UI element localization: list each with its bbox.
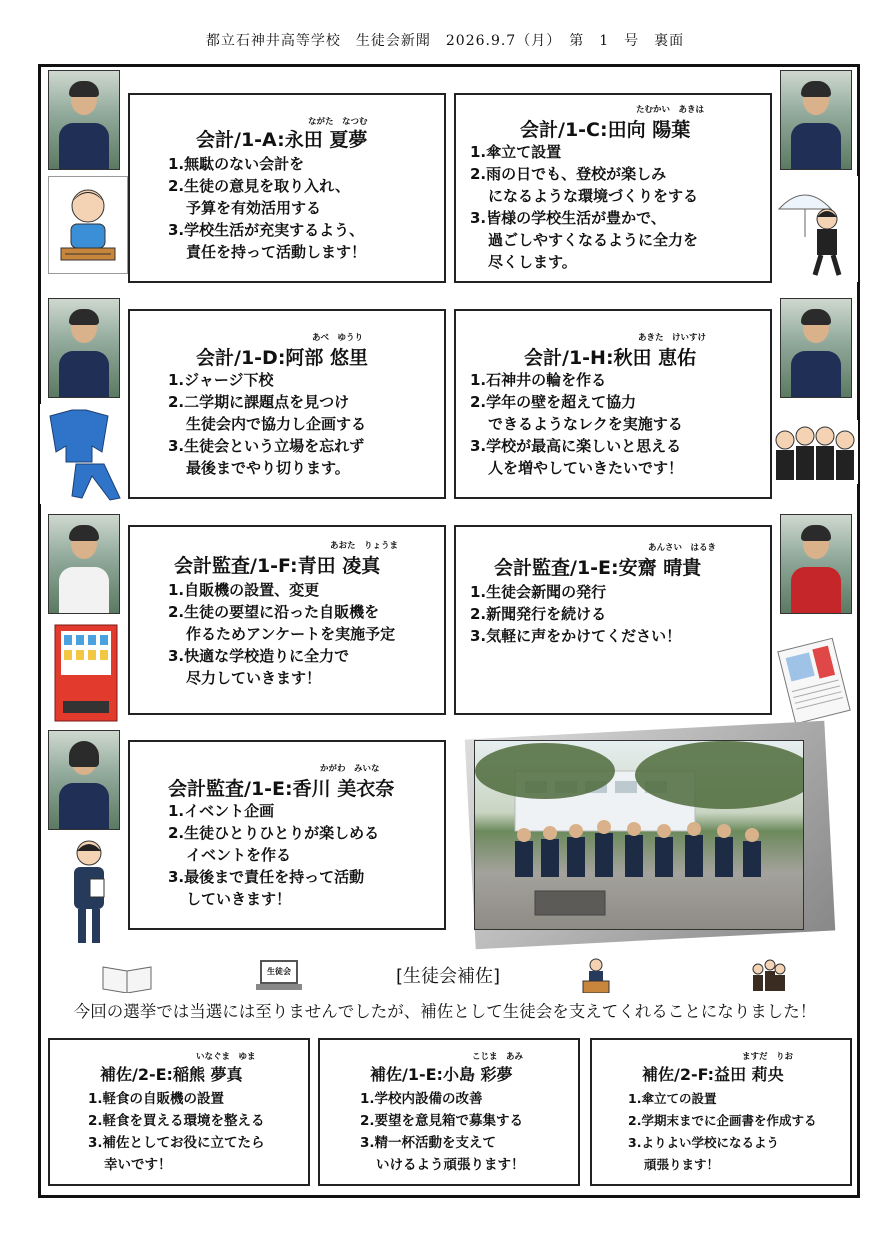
member-card xyxy=(128,740,446,930)
umbrella-student-illustration xyxy=(772,176,858,282)
book-icon xyxy=(100,960,154,994)
pledge-item: 2.要望を意見箱で募集する xyxy=(360,1113,524,1129)
abacus-student-illustration xyxy=(48,176,128,274)
pledge-item: 1.無駄のない会計を xyxy=(168,155,305,173)
member-role-name: 会計/1-C:田向 陽葉 xyxy=(520,119,691,141)
pledge-item: 2.生徒の要望に沿った自販機を xyxy=(168,603,380,621)
member-card xyxy=(128,93,446,283)
assistant-pledges xyxy=(628,1088,816,1176)
pledge-item: 1.自販機の設置、変更 xyxy=(168,581,320,599)
name-ruby: かがわ みいな xyxy=(320,764,380,774)
pledge-item: 幸いです！ xyxy=(104,1157,172,1173)
member-pledges xyxy=(470,581,681,647)
pledge-item: 1.生徒会新聞の発行 xyxy=(470,583,607,601)
pledge-item: 尽力していきます！ xyxy=(186,669,322,687)
vending-machine-illustration xyxy=(50,622,122,724)
assistant-card xyxy=(590,1038,852,1186)
teacher-illustration xyxy=(54,836,124,948)
member-pledges xyxy=(168,579,395,689)
assistant-role-name: 補佐/2-F:益田 莉央 xyxy=(642,1065,784,1084)
assistant-role-name: 補佐/2-E:稲熊 夢真 xyxy=(100,1065,243,1084)
newspaper-header: 都立石神井高等学校 生徒会新聞 2026.9.7（月） 第 1 号 裏面 xyxy=(205,33,685,49)
assistant-role-name: 補佐/1-E:小島 彩夢 xyxy=(370,1065,513,1084)
pledge-item: 3.よりよい学校になるよう xyxy=(628,1135,779,1150)
member-photo xyxy=(48,298,120,398)
students-group-illustration xyxy=(772,420,858,484)
member-role-name: 会計監査/1-E:安齋 晴貴 xyxy=(494,557,702,579)
member-photo xyxy=(48,70,120,170)
pledge-item: 1.傘立ての設置 xyxy=(628,1091,717,1106)
laptop-screen-label: 生徒会 xyxy=(260,960,298,984)
pledge-item: 3.精一杯活動を支えて xyxy=(360,1135,497,1151)
cheering-students-icon xyxy=(748,956,788,994)
pledge-item: できるようなレクを実施する xyxy=(488,415,683,433)
assistant-pledges xyxy=(360,1088,525,1176)
pledge-item: いけるよう頑張ります！ xyxy=(376,1157,525,1173)
pledge-item: 3.学校生活が充実するよう、 xyxy=(168,221,365,239)
member-card xyxy=(128,525,446,715)
pledge-item: 3.最後まで責任を持って活動 xyxy=(168,868,365,886)
member-pledges xyxy=(168,153,366,263)
member-photo xyxy=(780,298,852,398)
member-photo xyxy=(780,70,852,170)
pledge-item: 3.快適な学校造りに全力で xyxy=(168,647,350,665)
name-ruby: あきた けいすけ xyxy=(638,333,707,343)
pledge-item: イベントを作る xyxy=(186,846,292,864)
pledge-item: 2.生徒の意見を取り入れ、 xyxy=(168,177,351,195)
pledge-item: 2.二学期に課題点を見つけ xyxy=(168,393,350,411)
pledge-item: 過ごしやすくなるように全力を xyxy=(488,231,699,249)
assistant-heading: [生徒会補佐] xyxy=(396,966,501,987)
pledge-item: 人を増やしていきたいです！ xyxy=(488,459,684,477)
pledge-item: 3.学校が最高に楽しいと思える xyxy=(470,437,682,455)
member-role-name: 会計監査/1-F:青田 凌真 xyxy=(174,555,381,577)
pledge-item: 2.学年の壁を超えて協力 xyxy=(470,393,637,411)
member-pledges xyxy=(168,800,379,910)
pledge-item: 生徒会内で協力し企画する xyxy=(186,415,367,433)
member-role-name: 会計/1-A:永田 夏夢 xyxy=(196,129,368,151)
pledge-item: 作るためアンケートを実施予定 xyxy=(186,625,396,643)
pledge-item: 責任を持って活動します！ xyxy=(186,243,367,261)
pledge-item: 1.軽食の自販機の設置 xyxy=(88,1091,225,1107)
pledge-item: 1.ジャージ下校 xyxy=(168,371,274,389)
member-pledges xyxy=(470,141,698,273)
pledge-item: 2.学期末までに企画書を作成する xyxy=(628,1113,817,1128)
pledge-item: 頑張ります！ xyxy=(644,1157,720,1172)
pledge-item: 3.生徒会という立場を忘れず xyxy=(168,437,365,455)
name-ruby: あおた りょうま xyxy=(330,541,399,551)
name-ruby: いなぐま ゆま xyxy=(196,1052,256,1062)
pledge-item: になるような環境づくりをする xyxy=(488,187,699,205)
assistant-card xyxy=(318,1038,580,1186)
newspaper-illustration xyxy=(776,636,852,726)
name-ruby: たむかい あきは xyxy=(636,105,705,115)
tracksuit-illustration xyxy=(40,404,128,504)
member-pledges xyxy=(168,369,366,479)
pledge-item: していきます！ xyxy=(186,890,292,908)
pledge-item: 予算を有効活用する xyxy=(186,199,322,217)
pledge-item: 3.皆様の学校生活が豊かで、 xyxy=(470,209,666,227)
pledge-item: 2.生徒ひとりひとりが楽しめる xyxy=(168,824,380,842)
laptop-icon xyxy=(256,960,302,994)
member-pledges xyxy=(470,369,683,479)
name-ruby: ながた なつむ xyxy=(308,117,368,127)
pledge-item: 最後までやり切ります。 xyxy=(186,459,350,477)
pledge-item: 1.学校内設備の改善 xyxy=(360,1091,483,1107)
member-role-name: 会計/1-D:阿部 悠里 xyxy=(196,347,369,369)
name-ruby: あんさい はるき xyxy=(648,543,717,553)
pledge-item: 1.石神井の輪を作る xyxy=(470,371,607,389)
member-photo xyxy=(780,514,852,614)
member-role-name: 会計監査/1-E:香川 美衣奈 xyxy=(168,778,395,800)
member-role-name: 会計/1-H:秋田 恵佑 xyxy=(524,347,697,369)
pledge-item: 2.軽食を買える環境を整える xyxy=(88,1113,265,1129)
pledge-item: 2.雨の日でも、登校が楽しみ xyxy=(470,165,667,183)
member-card xyxy=(454,309,772,499)
member-card xyxy=(128,309,446,499)
pledge-item: 尽くします。 xyxy=(488,253,577,271)
name-ruby: こじま あみ xyxy=(472,1052,524,1062)
assistant-pledges xyxy=(88,1088,265,1176)
pledge-item: 3.気軽に声をかけてください！ xyxy=(470,627,682,645)
pledge-item: 1.傘立て設置 xyxy=(470,143,562,161)
member-card xyxy=(454,93,772,283)
name-ruby: あべ ゆうり xyxy=(312,333,364,343)
member-photo xyxy=(48,730,120,830)
assistant-intro: 今回の選挙では当選には至りませんでしたが、補佐として生徒会を支えてくれることになりました！ xyxy=(73,1002,817,1021)
member-photo xyxy=(48,514,120,614)
pledge-item: 3.補佐としてお役に立てたら xyxy=(88,1135,265,1151)
group-photo xyxy=(474,740,804,930)
speaker-icon xyxy=(578,956,614,994)
assistant-card xyxy=(48,1038,310,1186)
name-ruby: ますだ りお xyxy=(742,1052,794,1062)
pledge-item: 1.イベント企画 xyxy=(168,802,275,820)
pledge-item: 2.新聞発行を続ける xyxy=(470,605,607,623)
member-card xyxy=(454,525,772,715)
